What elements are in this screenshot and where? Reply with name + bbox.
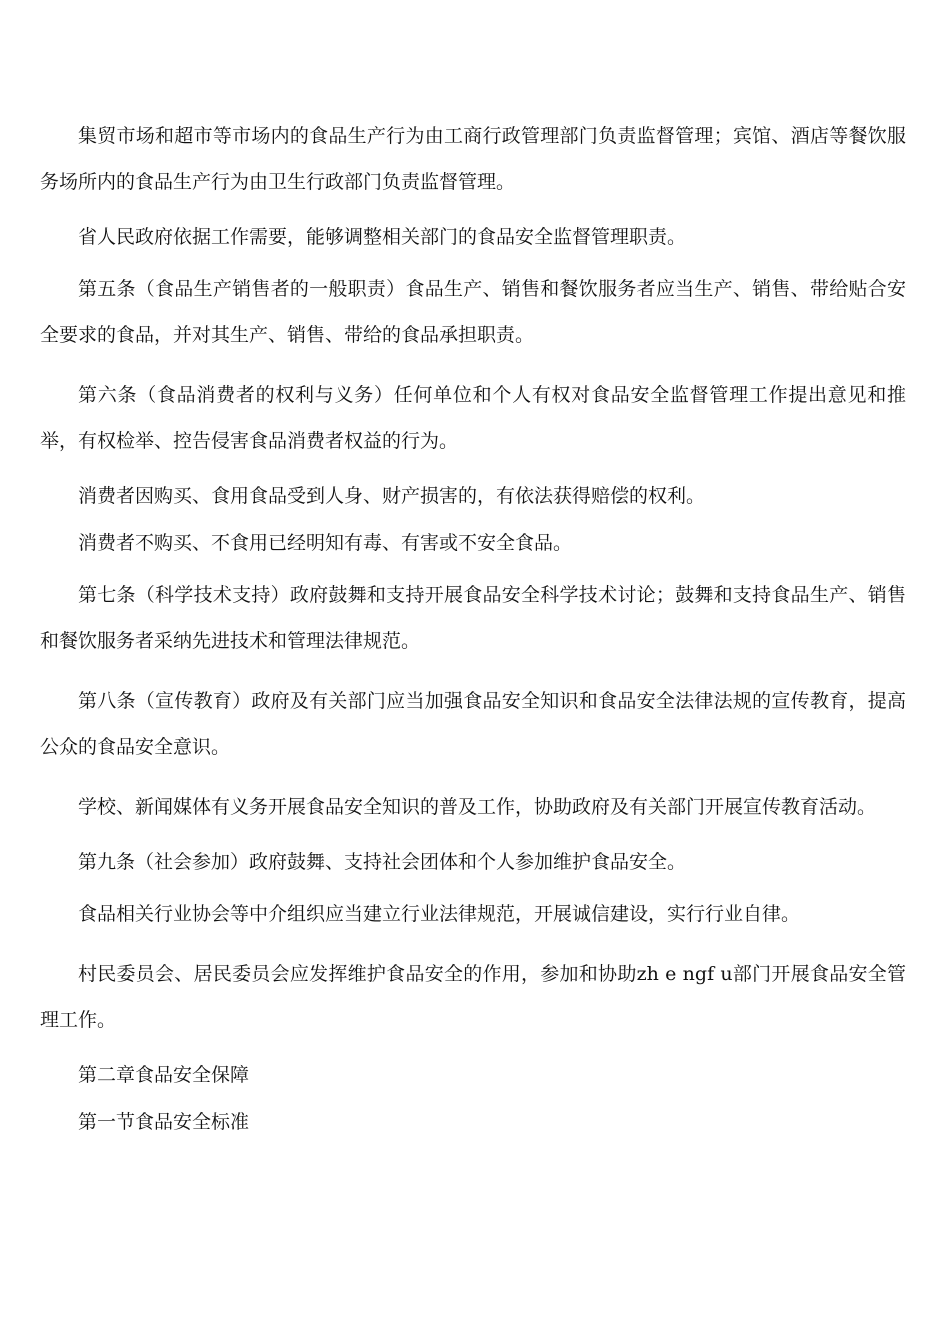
paragraph: 村民委员会、居民委员会应发挥维护食品安全的作用，参加和协助zh e ngf u部门开展食品安全管理工作。 — [40, 963, 906, 1031]
paragraph: 第九条（社会参加）政府鼓舞、支持社会团体和个人参加维护食品安全。 — [78, 851, 687, 873]
paragraph: 集贸市场和超市等市场内的食品生产行为由工商行政管理部门负责监督管理；宾馆、酒店等餐饮服务场所内的食品生产行为由卫生行政部门负责监督管理。 — [40, 125, 906, 193]
paragraph: 第七条（科学技术支持）政府鼓舞和支持开展食品安全科学技术讨论；鼓舞和支持食品生产、销售和餐饮服务者采纳先进技术和管理法律规范。 — [40, 584, 906, 652]
document-body — [40, 113, 906, 1151]
paragraph: 第八条（宣传教育）政府及有关部门应当加强食品安全知识和食品安全法律法规的宣传教育，提高公众的食品安全意识。 — [40, 690, 906, 758]
section-heading: 第一节食品安全标准 — [78, 1111, 250, 1133]
paragraph: 学校、新闻媒体有义务开展食品安全知识的普及工作，协助政府及有关部门开展宣传教育活动。 — [78, 796, 877, 818]
paragraph: 第六条（食品消费者的权利与义务）任何单位和个人有权对食品安全监督管理工作提出意见和推举，有权检举、控告侵害食品消费者权益的行为。 — [40, 384, 906, 452]
paragraph: 省人民政府依据工作需要，能够调整相关部门的食品安全监督管理职责。 — [78, 226, 687, 248]
chapter-heading: 第二章食品安全保障 — [78, 1064, 250, 1086]
paragraph: 消费者不购买、不食用已经明知有毒、有害或不安全食品。 — [78, 532, 573, 554]
paragraph: 食品相关行业协会等中介组织应当建立行业法律规范，开展诚信建设，实行行业自律。 — [78, 903, 801, 925]
paragraph: 消费者因购买、食用食品受到人身、财产损害的，有依法获得赔偿的权利。 — [78, 485, 706, 507]
paragraph: 第五条（食品生产销售者的一般职责）食品生产、销售和餐饮服务者应当生产、销售、带给贴合安全要求的食品，并对其生产、销售、带给的食品承担职责。 — [40, 278, 906, 346]
